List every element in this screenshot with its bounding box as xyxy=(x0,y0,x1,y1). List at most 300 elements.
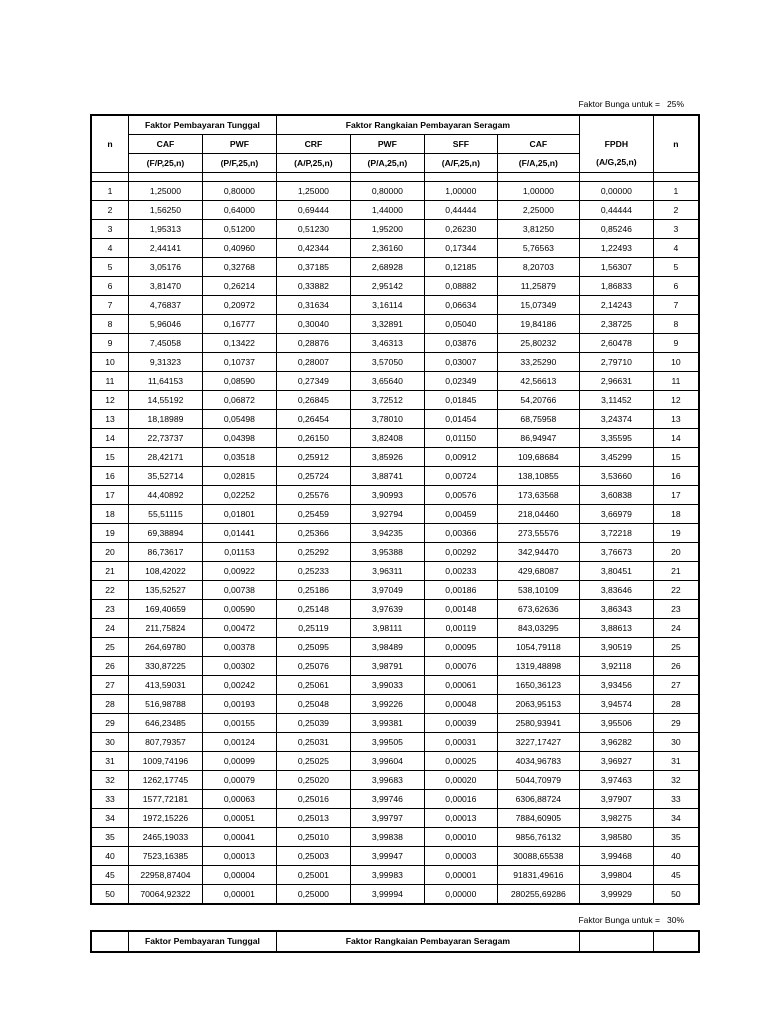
cell-caf-fp: 1,95313 xyxy=(128,220,202,239)
cell-caf-fp: 413,59031 xyxy=(128,676,202,695)
interest-rate-value: 25% xyxy=(667,99,685,109)
cell-sff-af: 0,05040 xyxy=(424,315,497,334)
cell-caf-fa: 109,68684 xyxy=(497,448,579,467)
cell-fpdh-ag: 3,97907 xyxy=(579,790,653,809)
cell-pwf-pf: 0,16777 xyxy=(202,315,276,334)
header-formula-pa: (P/A,25,n) xyxy=(350,154,424,173)
cell-sff-af: 0,00010 xyxy=(424,828,497,847)
cell-period-n-right: 12 xyxy=(653,391,699,410)
cell-period-n: 4 xyxy=(91,239,128,258)
header-n-right: n xyxy=(653,115,699,173)
cell-sff-af: 0,00366 xyxy=(424,524,497,543)
cell-pwf-pf: 0,00099 xyxy=(202,752,276,771)
header-n-left xyxy=(91,931,128,952)
cell-caf-fp: 264,69780 xyxy=(128,638,202,657)
cell-fpdh-ag: 3,98275 xyxy=(579,809,653,828)
cell-pwf-pa: 3,65640 xyxy=(350,372,424,391)
cell-caf-fa: 9856,76132 xyxy=(497,828,579,847)
cell-fpdh-ag: 3,92118 xyxy=(579,657,653,676)
cell-caf-fa: 1319,48898 xyxy=(497,657,579,676)
cell-period-n: 2 xyxy=(91,201,128,220)
cell-period-n-right: 1 xyxy=(653,182,699,201)
table-row xyxy=(91,334,699,353)
cell-crf-ap: 0,25912 xyxy=(276,448,350,467)
cell-caf-fa: 42,56613 xyxy=(497,372,579,391)
table-row xyxy=(91,448,699,467)
table-row xyxy=(91,752,699,771)
cell-pwf-pf: 0,40960 xyxy=(202,239,276,258)
cell-period-n-right: 10 xyxy=(653,353,699,372)
cell-pwf-pa: 3,96311 xyxy=(350,562,424,581)
cell-caf-fp: 14,55192 xyxy=(128,391,202,410)
cell-sff-af: 0,17344 xyxy=(424,239,497,258)
cell-pwf-pf: 0,26214 xyxy=(202,277,276,296)
header-col-caf-single: CAF xyxy=(128,135,202,154)
header-formula-af: (A/F,25,n) xyxy=(424,154,497,173)
cell-pwf-pf: 0,00079 xyxy=(202,771,276,790)
cell-period-n-right: 35 xyxy=(653,828,699,847)
cell-period-n: 33 xyxy=(91,790,128,809)
cell-caf-fa: 86,94947 xyxy=(497,429,579,448)
header-formula-ag: (A/G,25,n) xyxy=(579,154,653,173)
cell-pwf-pa: 3,99947 xyxy=(350,847,424,866)
cell-caf-fa: 342,94470 xyxy=(497,543,579,562)
cell-period-n-right: 24 xyxy=(653,619,699,638)
cell-period-n-right: 34 xyxy=(653,809,699,828)
cell-sff-af: 0,00048 xyxy=(424,695,497,714)
table-row xyxy=(91,486,699,505)
cell-period-n: 25 xyxy=(91,638,128,657)
cell-period-n: 31 xyxy=(91,752,128,771)
cell-fpdh-ag: 1,86833 xyxy=(579,277,653,296)
cell-period-n: 21 xyxy=(91,562,128,581)
cell-period-n: 27 xyxy=(91,676,128,695)
cell-caf-fa: 138,10855 xyxy=(497,467,579,486)
cell-period-n: 9 xyxy=(91,334,128,353)
cell-pwf-pa: 3,99226 xyxy=(350,695,424,714)
cell-caf-fa: 2063,95153 xyxy=(497,695,579,714)
cell-pwf-pf: 0,00124 xyxy=(202,733,276,752)
cell-fpdh-ag: 3,94574 xyxy=(579,695,653,714)
cell-period-n-right: 4 xyxy=(653,239,699,258)
cell-pwf-pa: 2,36160 xyxy=(350,239,424,258)
cell-caf-fp: 3,05176 xyxy=(128,258,202,277)
cell-caf-fa: 7884,60905 xyxy=(497,809,579,828)
cell-crf-ap: 0,26150 xyxy=(276,429,350,448)
cell-caf-fa: 3227,17427 xyxy=(497,733,579,752)
cell-period-n-right: 18 xyxy=(653,505,699,524)
header-fpdh-top xyxy=(579,115,653,135)
cell-period-n: 30 xyxy=(91,733,128,752)
cell-pwf-pa: 3,98111 xyxy=(350,619,424,638)
cell-sff-af: 0,00576 xyxy=(424,486,497,505)
table-row xyxy=(91,372,699,391)
cell-period-n-right: 28 xyxy=(653,695,699,714)
table-row xyxy=(91,714,699,733)
cell-pwf-pa: 3,85926 xyxy=(350,448,424,467)
cell-caf-fp: 135,52527 xyxy=(128,581,202,600)
cell-period-n-right: 25 xyxy=(653,638,699,657)
cell-pwf-pf: 0,00013 xyxy=(202,847,276,866)
cell-caf-fp: 69,38894 xyxy=(128,524,202,543)
header-col-fpdh: FPDH xyxy=(579,135,653,154)
cell-caf-fp: 1577,72181 xyxy=(128,790,202,809)
table-row xyxy=(91,676,699,695)
cell-crf-ap: 0,25048 xyxy=(276,695,350,714)
cell-pwf-pf: 0,00302 xyxy=(202,657,276,676)
cell-crf-ap: 0,25031 xyxy=(276,733,350,752)
cell-caf-fa: 19,84186 xyxy=(497,315,579,334)
cell-caf-fp: 1262,17745 xyxy=(128,771,202,790)
cell-sff-af: 0,00076 xyxy=(424,657,497,676)
cell-crf-ap: 0,28007 xyxy=(276,353,350,372)
table-row xyxy=(91,695,699,714)
cell-pwf-pa: 3,78010 xyxy=(350,410,424,429)
cell-caf-fp: 1,56250 xyxy=(128,201,202,220)
cell-period-n-right: 3 xyxy=(653,220,699,239)
cell-pwf-pf: 0,64000 xyxy=(202,201,276,220)
cell-sff-af: 0,08882 xyxy=(424,277,497,296)
cell-sff-af: 0,01454 xyxy=(424,410,497,429)
cell-pwf-pf: 0,03518 xyxy=(202,448,276,467)
cell-pwf-pa: 3,32891 xyxy=(350,315,424,334)
header-uniform-series-group: Faktor Rangkaian Pembayaran Seragam xyxy=(276,115,579,135)
cell-caf-fp: 7,45058 xyxy=(128,334,202,353)
cell-sff-af: 0,00039 xyxy=(424,714,497,733)
cell-caf-fa: 843,03295 xyxy=(497,619,579,638)
cell-crf-ap: 0,28876 xyxy=(276,334,350,353)
cell-fpdh-ag: 3,35595 xyxy=(579,429,653,448)
table-row xyxy=(91,866,699,885)
cell-period-n: 29 xyxy=(91,714,128,733)
cell-crf-ap: 0,25233 xyxy=(276,562,350,581)
cell-period-n: 22 xyxy=(91,581,128,600)
cell-period-n-right: 40 xyxy=(653,847,699,866)
table-row xyxy=(91,885,699,905)
cell-pwf-pa: 3,99381 xyxy=(350,714,424,733)
cell-pwf-pa: 3,99983 xyxy=(350,866,424,885)
cell-period-n-right: 26 xyxy=(653,657,699,676)
header-n-left: n xyxy=(91,115,128,173)
cell-crf-ap: 1,25000 xyxy=(276,182,350,201)
cell-fpdh-ag: 3,66979 xyxy=(579,505,653,524)
cell-crf-ap: 0,25459 xyxy=(276,505,350,524)
cell-fpdh-ag: 3,90519 xyxy=(579,638,653,657)
cell-period-n-right: 6 xyxy=(653,277,699,296)
cell-period-n-right: 7 xyxy=(653,296,699,315)
header-col-crf: CRF xyxy=(276,135,350,154)
cell-caf-fa: 4034,96783 xyxy=(497,752,579,771)
cell-caf-fp: 2,44141 xyxy=(128,239,202,258)
cell-period-n-right: 29 xyxy=(653,714,699,733)
cell-caf-fa: 280255,69286 xyxy=(497,885,579,905)
cell-pwf-pf: 0,00472 xyxy=(202,619,276,638)
cell-fpdh-ag: 2,14243 xyxy=(579,296,653,315)
cell-caf-fp: 3,81470 xyxy=(128,277,202,296)
cell-crf-ap: 0,25025 xyxy=(276,752,350,771)
cell-sff-af: 0,00095 xyxy=(424,638,497,657)
cell-fpdh-ag: 3,83646 xyxy=(579,581,653,600)
cell-pwf-pf: 0,00041 xyxy=(202,828,276,847)
table-row xyxy=(91,809,699,828)
cell-period-n-right: 50 xyxy=(653,885,699,905)
header-col-caf-series: CAF xyxy=(497,135,579,154)
cell-pwf-pa: 3,92794 xyxy=(350,505,424,524)
cell-caf-fa: 538,10109 xyxy=(497,581,579,600)
table-row xyxy=(91,828,699,847)
cell-fpdh-ag: 3,11452 xyxy=(579,391,653,410)
interest-rate-caption-25 xyxy=(560,99,700,111)
table-row xyxy=(91,220,699,239)
cell-caf-fp: 516,98788 xyxy=(128,695,202,714)
cell-period-n-right: 8 xyxy=(653,315,699,334)
cell-caf-fa: 11,25879 xyxy=(497,277,579,296)
cell-period-n: 15 xyxy=(91,448,128,467)
cell-pwf-pa: 3,99604 xyxy=(350,752,424,771)
cell-sff-af: 0,03007 xyxy=(424,353,497,372)
table-row xyxy=(91,353,699,372)
cell-crf-ap: 0,25039 xyxy=(276,714,350,733)
cell-pwf-pa: 3,98489 xyxy=(350,638,424,657)
table-row xyxy=(91,201,699,220)
cell-pwf-pf: 0,20972 xyxy=(202,296,276,315)
cell-caf-fp: 86,73617 xyxy=(128,543,202,562)
cell-pwf-pf: 0,08590 xyxy=(202,372,276,391)
cell-period-n: 18 xyxy=(91,505,128,524)
cell-sff-af: 1,00000 xyxy=(424,182,497,201)
table-row xyxy=(91,258,699,277)
cell-crf-ap: 0,25020 xyxy=(276,771,350,790)
cell-fpdh-ag: 3,88613 xyxy=(579,619,653,638)
cell-caf-fp: 807,79357 xyxy=(128,733,202,752)
cell-caf-fp: 330,87225 xyxy=(128,657,202,676)
cell-crf-ap: 0,42344 xyxy=(276,239,350,258)
interest-rate-label: Faktor Bunga untuk = xyxy=(578,915,660,925)
cell-caf-fp: 7523,16385 xyxy=(128,847,202,866)
table-row xyxy=(91,733,699,752)
table-row xyxy=(91,315,699,334)
table-row xyxy=(91,505,699,524)
cell-fpdh-ag: 3,98580 xyxy=(579,828,653,847)
cell-pwf-pa: 2,68928 xyxy=(350,258,424,277)
cell-pwf-pf: 0,13422 xyxy=(202,334,276,353)
cell-caf-fa: 2,25000 xyxy=(497,201,579,220)
cell-period-n: 5 xyxy=(91,258,128,277)
table-row xyxy=(91,239,699,258)
cell-caf-fa: 15,07349 xyxy=(497,296,579,315)
cell-pwf-pf: 0,02815 xyxy=(202,467,276,486)
cell-pwf-pa: 3,99797 xyxy=(350,809,424,828)
cell-pwf-pf: 0,32768 xyxy=(202,258,276,277)
cell-caf-fa: 5044,70979 xyxy=(497,771,579,790)
cell-fpdh-ag: 1,22493 xyxy=(579,239,653,258)
cell-period-n: 26 xyxy=(91,657,128,676)
cell-fpdh-ag: 3,95506 xyxy=(579,714,653,733)
cell-period-n: 34 xyxy=(91,809,128,828)
cell-sff-af: 0,06634 xyxy=(424,296,497,315)
cell-crf-ap: 0,26454 xyxy=(276,410,350,429)
cell-pwf-pf: 0,04398 xyxy=(202,429,276,448)
cell-sff-af: 0,02349 xyxy=(424,372,497,391)
header-col-pwf-single: PWF xyxy=(202,135,276,154)
cell-caf-fp: 9,31323 xyxy=(128,353,202,372)
cell-crf-ap: 0,30040 xyxy=(276,315,350,334)
cell-crf-ap: 0,25724 xyxy=(276,467,350,486)
header-n-right xyxy=(653,931,699,952)
cell-pwf-pf: 0,80000 xyxy=(202,182,276,201)
cell-caf-fa: 25,80232 xyxy=(497,334,579,353)
cell-pwf-pa: 3,95388 xyxy=(350,543,424,562)
cell-sff-af: 0,00233 xyxy=(424,562,497,581)
cell-sff-af: 0,00459 xyxy=(424,505,497,524)
cell-pwf-pf: 0,01441 xyxy=(202,524,276,543)
table-row xyxy=(91,410,699,429)
cell-period-n: 35 xyxy=(91,828,128,847)
header-col-sff: SFF xyxy=(424,135,497,154)
cell-fpdh-ag: 3,96927 xyxy=(579,752,653,771)
header-formula-fa: (F/A,25,n) xyxy=(497,154,579,173)
cell-caf-fa: 2580,93941 xyxy=(497,714,579,733)
header-spacer-row xyxy=(91,173,699,182)
cell-pwf-pa: 3,99994 xyxy=(350,885,424,905)
cell-caf-fa: 429,68087 xyxy=(497,562,579,581)
cell-caf-fp: 5,96046 xyxy=(128,315,202,334)
cell-fpdh-ag: 3,80451 xyxy=(579,562,653,581)
cell-sff-af: 0,00025 xyxy=(424,752,497,771)
cell-pwf-pa: 0,80000 xyxy=(350,182,424,201)
cell-pwf-pa: 3,90993 xyxy=(350,486,424,505)
cell-pwf-pf: 0,51200 xyxy=(202,220,276,239)
cell-caf-fp: 22958,87404 xyxy=(128,866,202,885)
cell-fpdh-ag: 2,79710 xyxy=(579,353,653,372)
cell-crf-ap: 0,25016 xyxy=(276,790,350,809)
cell-sff-af: 0,00292 xyxy=(424,543,497,562)
cell-pwf-pa: 3,46313 xyxy=(350,334,424,353)
header-formula-pf: (P/F,25,n) xyxy=(202,154,276,173)
cell-caf-fp: 44,40892 xyxy=(128,486,202,505)
cell-crf-ap: 0,25001 xyxy=(276,866,350,885)
cell-period-n-right: 32 xyxy=(653,771,699,790)
header-formula-fp: (F/P,25,n) xyxy=(128,154,202,173)
cell-crf-ap: 0,25013 xyxy=(276,809,350,828)
cell-sff-af: 0,26230 xyxy=(424,220,497,239)
cell-pwf-pf: 0,02252 xyxy=(202,486,276,505)
cell-period-n: 17 xyxy=(91,486,128,505)
cell-caf-fp: 2465,19033 xyxy=(128,828,202,847)
cell-caf-fp: 11,64153 xyxy=(128,372,202,391)
interest-rate-label: Faktor Bunga untuk = xyxy=(578,99,660,109)
cell-sff-af: 0,00003 xyxy=(424,847,497,866)
cell-caf-fa: 1,00000 xyxy=(497,182,579,201)
cell-pwf-pa: 1,44000 xyxy=(350,201,424,220)
table-row xyxy=(91,638,699,657)
cell-period-n-right: 11 xyxy=(653,372,699,391)
cell-fpdh-ag: 2,38725 xyxy=(579,315,653,334)
cell-caf-fa: 33,25290 xyxy=(497,353,579,372)
cell-crf-ap: 0,37185 xyxy=(276,258,350,277)
cell-period-n: 32 xyxy=(91,771,128,790)
cell-crf-ap: 0,25061 xyxy=(276,676,350,695)
cell-period-n: 8 xyxy=(91,315,128,334)
cell-sff-af: 0,00016 xyxy=(424,790,497,809)
cell-period-n-right: 23 xyxy=(653,600,699,619)
cell-fpdh-ag: 0,44444 xyxy=(579,201,653,220)
cell-crf-ap: 0,69444 xyxy=(276,201,350,220)
cell-sff-af: 0,00020 xyxy=(424,771,497,790)
cell-fpdh-ag: 3,76673 xyxy=(579,543,653,562)
cell-sff-af: 0,00000 xyxy=(424,885,497,905)
table-row xyxy=(91,790,699,809)
cell-period-n-right: 5 xyxy=(653,258,699,277)
cell-period-n-right: 45 xyxy=(653,866,699,885)
cell-pwf-pa: 3,97049 xyxy=(350,581,424,600)
table-row xyxy=(91,847,699,866)
cell-sff-af: 0,00061 xyxy=(424,676,497,695)
cell-period-n-right: 9 xyxy=(653,334,699,353)
table-row xyxy=(91,467,699,486)
cell-crf-ap: 0,25366 xyxy=(276,524,350,543)
cell-pwf-pf: 0,06872 xyxy=(202,391,276,410)
cell-crf-ap: 0,25010 xyxy=(276,828,350,847)
cell-caf-fa: 68,75958 xyxy=(497,410,579,429)
cell-period-n: 7 xyxy=(91,296,128,315)
table-row xyxy=(91,429,699,448)
table-row xyxy=(91,619,699,638)
cell-pwf-pf: 0,00063 xyxy=(202,790,276,809)
cell-pwf-pa: 3,99683 xyxy=(350,771,424,790)
cell-pwf-pa: 2,95142 xyxy=(350,277,424,296)
cell-fpdh-ag: 3,97463 xyxy=(579,771,653,790)
cell-sff-af: 0,00001 xyxy=(424,866,497,885)
cell-caf-fp: 18,18989 xyxy=(128,410,202,429)
cell-caf-fa: 3,81250 xyxy=(497,220,579,239)
cell-sff-af: 0,00013 xyxy=(424,809,497,828)
table-row xyxy=(91,391,699,410)
cell-crf-ap: 0,27349 xyxy=(276,372,350,391)
cell-crf-ap: 0,25576 xyxy=(276,486,350,505)
cell-sff-af: 0,00031 xyxy=(424,733,497,752)
cell-pwf-pf: 0,01801 xyxy=(202,505,276,524)
table-row xyxy=(91,543,699,562)
cell-fpdh-ag: 2,96631 xyxy=(579,372,653,391)
cell-pwf-pa: 3,82408 xyxy=(350,429,424,448)
cell-crf-ap: 0,25119 xyxy=(276,619,350,638)
cell-period-n-right: 21 xyxy=(653,562,699,581)
cell-caf-fp: 108,42022 xyxy=(128,562,202,581)
cell-pwf-pf: 0,00155 xyxy=(202,714,276,733)
cell-period-n: 16 xyxy=(91,467,128,486)
table-row xyxy=(91,657,699,676)
cell-crf-ap: 0,25148 xyxy=(276,600,350,619)
cell-pwf-pf: 0,00001 xyxy=(202,885,276,905)
interest-factor-table-25 xyxy=(90,114,700,905)
cell-pwf-pa: 3,99033 xyxy=(350,676,424,695)
cell-period-n-right: 27 xyxy=(653,676,699,695)
cell-fpdh-ag: 1,56307 xyxy=(579,258,653,277)
cell-pwf-pf: 0,00242 xyxy=(202,676,276,695)
cell-pwf-pf: 0,00378 xyxy=(202,638,276,657)
header-fpdh-top xyxy=(579,931,653,952)
cell-period-n: 23 xyxy=(91,600,128,619)
cell-period-n: 1 xyxy=(91,182,128,201)
cell-pwf-pf: 0,00738 xyxy=(202,581,276,600)
cell-period-n-right: 22 xyxy=(653,581,699,600)
cell-pwf-pa: 3,88741 xyxy=(350,467,424,486)
cell-caf-fa: 8,20703 xyxy=(497,258,579,277)
cell-period-n-right: 30 xyxy=(653,733,699,752)
cell-caf-fa: 5,76563 xyxy=(497,239,579,258)
cell-sff-af: 0,00912 xyxy=(424,448,497,467)
